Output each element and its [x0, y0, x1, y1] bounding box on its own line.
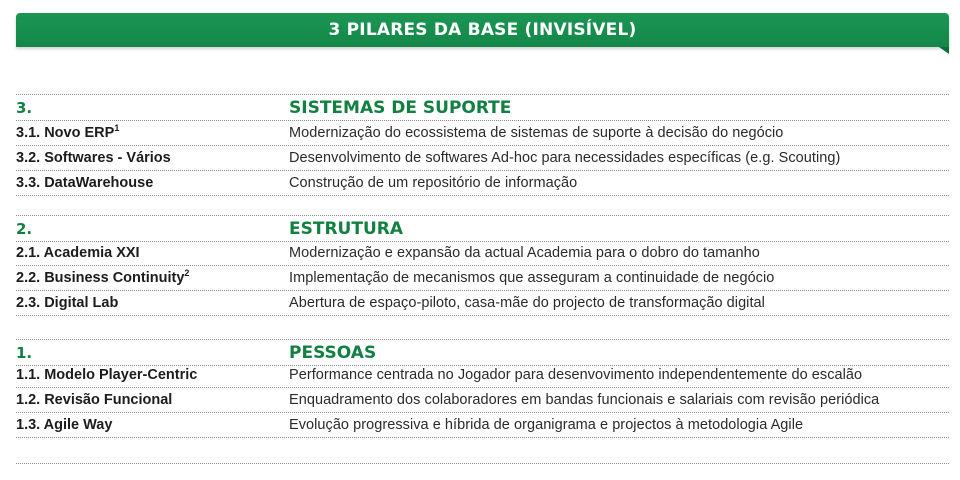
list-item [16, 387, 949, 413]
item-description: Desenvolvimento de softwares Ad-hoc para necessidades específicas (e.g. Scouting) [289, 150, 841, 166]
section-number: 3. [16, 99, 33, 117]
item-code: 1.2. Revisão Funcional [16, 392, 173, 408]
item-description: Enquadramento dos colaboradores em bandas funcionais e salariais com revisão periódica [289, 392, 880, 408]
item-description: Modernização e expansão da actual Academia para o dobro do tamanho [289, 245, 760, 261]
item-description: Implementação de mecanismos que asseguram a continuidade de negócio [289, 270, 775, 286]
footnote-marker: 1 [114, 123, 120, 133]
item-description: Performance centrada no Jogador para desenvovimento independentemente do escalão [289, 367, 863, 383]
item-code: 3.1. Novo ERP$^1$ [16, 123, 120, 141]
item-description: Abertura de espaço-piloto, casa-mãe do projecto de transformação digital [289, 295, 765, 311]
section-header [16, 95, 949, 121]
section-title: ESTRUTURA [289, 219, 403, 239]
section-title: PESSOAS [289, 343, 377, 363]
section-number: 2. [16, 220, 33, 238]
item-code: 3.3. DataWarehouse [16, 175, 154, 191]
item-code: 2.2. Business Continuity$^2$ [16, 268, 190, 286]
item-code: 2.3. Digital Lab [16, 295, 119, 311]
item-description: Evolução progressiva e híbrida de organigrama e projectos à metodologia Agile [289, 417, 804, 433]
list-item [16, 170, 949, 196]
item-code: 3.2. Softwares - Vários [16, 150, 171, 166]
list-item [16, 265, 949, 291]
list-item [16, 120, 949, 146]
section-header [16, 216, 949, 242]
list-item [16, 240, 949, 266]
list-item [16, 362, 949, 388]
section-banner [16, 13, 949, 47]
list-item [16, 290, 949, 316]
banner-title: 3 PILARES DA BASE (INVISÍVEL) [328, 20, 637, 40]
footnote-marker: 2 [184, 268, 190, 278]
list-item [16, 412, 949, 438]
item-code: 1.3. Agile Way [16, 417, 113, 433]
section-title: SISTEMAS DE SUPORTE [289, 98, 512, 118]
divider [16, 463, 949, 464]
item-description: Modernização do ecossistema de sistemas de suporte à decisão do negócio [289, 125, 784, 141]
item-description: Construção de um repositório de informação [289, 175, 578, 191]
item-code: 2.1. Academia XXI [16, 245, 140, 261]
section-number: 1. [16, 344, 33, 362]
item-code: 1.1. Modelo Player-Centric [16, 367, 198, 383]
list-item [16, 145, 949, 171]
